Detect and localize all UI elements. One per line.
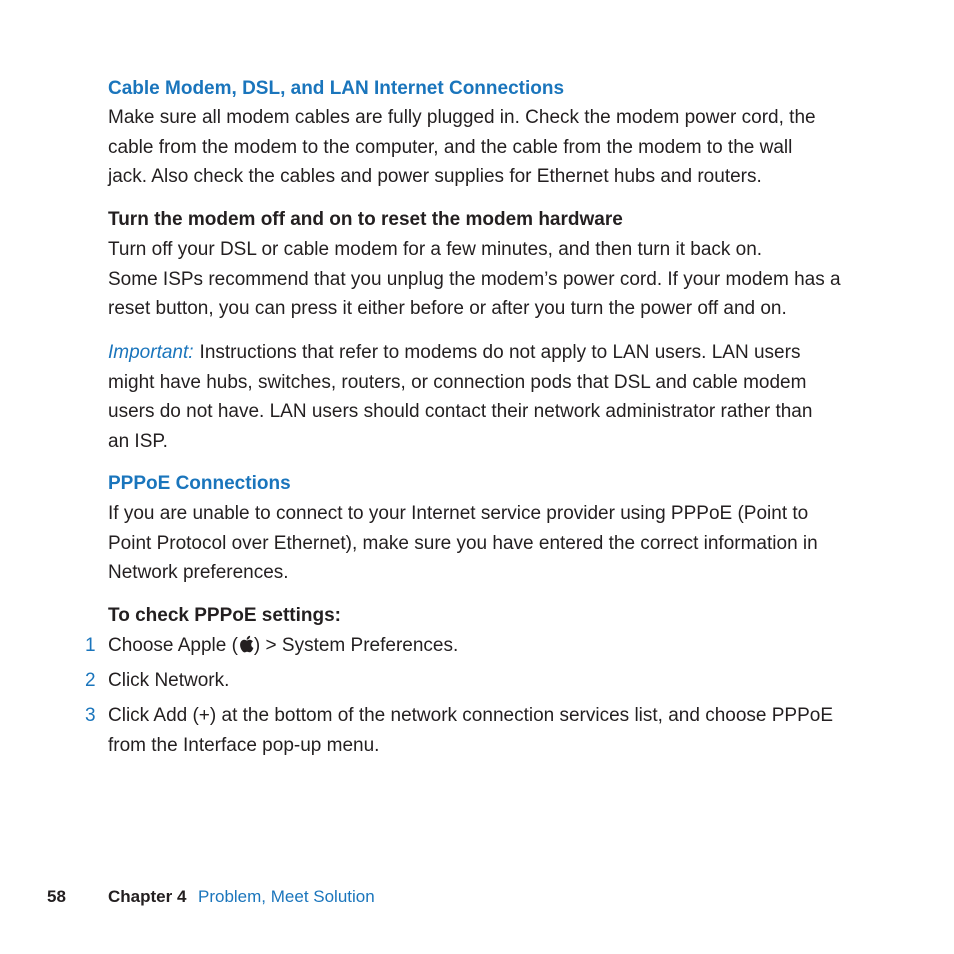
text-line: users do not have. LAN users should contact their network administrator rather than xyxy=(108,401,813,423)
section-cable-modem xyxy=(108,78,878,100)
paragraph-cable-modem xyxy=(108,103,878,192)
paragraph-reset-modem xyxy=(108,235,878,324)
text-line: Click Add (+) at the bottom of the network connection services list, and choose PPPoE xyxy=(108,705,834,726)
text-line: might have hubs, switches, routers, or connection pods that DSL and cable modem xyxy=(108,371,807,393)
text-line: Point Protocol over Ethernet), make sure you have entered the correct information in xyxy=(108,532,818,554)
step-text-before-icon: Choose Apple ( xyxy=(108,635,238,656)
chapter-title: Problem, Meet Solution xyxy=(198,887,375,906)
important-first-line: Instructions that refer to modems do not apply to LAN users. LAN users xyxy=(199,342,801,363)
text-line: jack. Also check the cables and power supplies for Ethernet hubs and routers. xyxy=(108,166,762,188)
page-number: 58 xyxy=(47,887,66,906)
step-text xyxy=(108,666,878,696)
step-number: 2 xyxy=(85,670,96,691)
text-line: from the Interface pop-up menu. xyxy=(108,734,380,756)
section-pppoe-body xyxy=(108,499,878,588)
page-footer xyxy=(0,886,954,908)
text-line: Turn off your DSL or cable modem for a few minutes, and then turn it back on. xyxy=(108,239,763,260)
text-line: an ISP. xyxy=(108,430,168,452)
text-line: Make sure all modem cables are fully plugged in. Check the modem power cord, the xyxy=(108,107,816,128)
important-note xyxy=(108,338,878,456)
text-line xyxy=(108,631,878,661)
procedure-heading: To check PPPoE settings: xyxy=(108,605,341,626)
procedure-heading-block xyxy=(108,605,878,627)
section-pppoe xyxy=(108,473,878,495)
text-line: Network preferences. xyxy=(108,562,289,584)
subheading-reset-modem: Turn the modem off and on to reset the modem hardware xyxy=(108,209,623,230)
text-line xyxy=(108,338,878,368)
section-cable-modem-body xyxy=(108,103,878,192)
text-line: If you are unable to connect to your Internet service provider using PPPoE (Point to xyxy=(108,503,809,524)
text-line: Some ISPs recommend that you unplug the modem’s power cord. If your modem has a xyxy=(108,268,841,290)
step-number: 3 xyxy=(85,705,96,726)
important-label: Important: xyxy=(108,342,194,363)
text-line: reset button, you can press it either before or after you turn the power off and on. xyxy=(108,298,787,320)
text-line: Click Network. xyxy=(108,670,230,691)
paragraph-important xyxy=(108,338,878,456)
text-line: cable from the modem to the computer, and the cable from the modem to the wall xyxy=(108,136,793,158)
section-heading-pppoe: PPPoE Connections xyxy=(108,473,291,494)
section-reset-modem-body xyxy=(108,235,878,324)
section-reset-modem xyxy=(108,209,878,231)
paragraph-pppoe xyxy=(108,499,878,588)
chapter-label: Chapter 4 xyxy=(108,887,187,906)
step-number: 1 xyxy=(85,635,96,656)
step-text xyxy=(108,631,878,661)
step-text-after-icon: ) > System Preferences. xyxy=(253,635,459,656)
step-text xyxy=(108,701,878,760)
section-heading-cable-modem: Cable Modem, DSL, and LAN Internet Connections xyxy=(108,78,565,99)
apple-icon xyxy=(238,635,254,653)
